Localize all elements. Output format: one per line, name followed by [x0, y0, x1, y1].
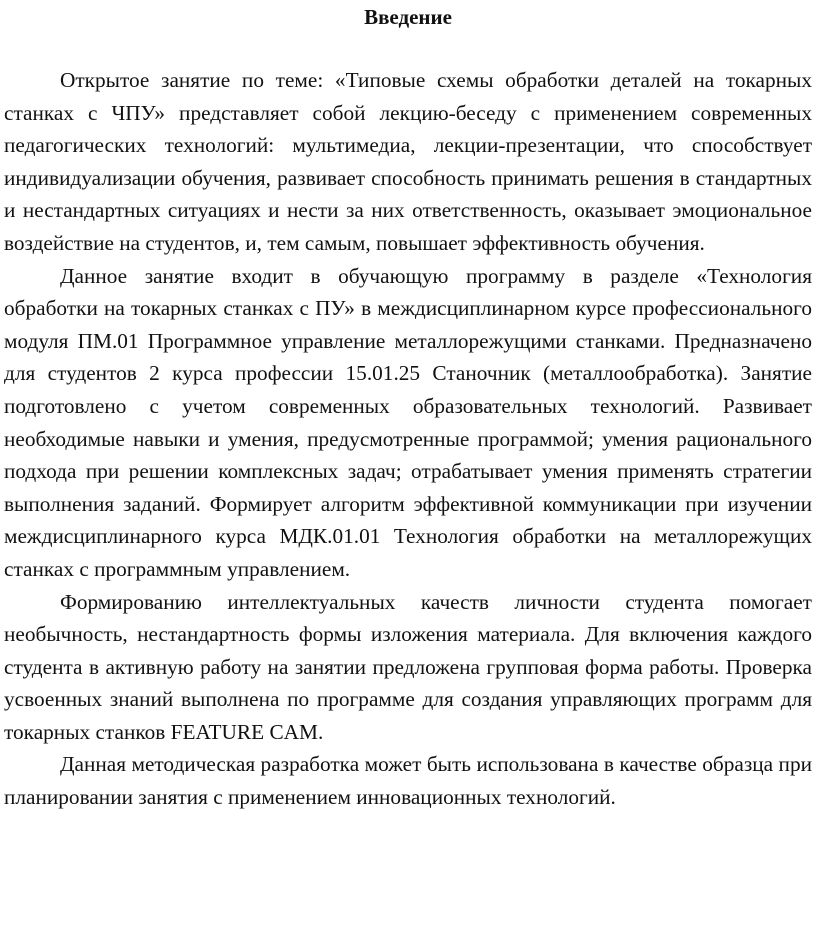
- paragraph-3: Формированию интеллектуальных качеств личности студента помогает необычность, нестандартность формы изложения материала. Для включения каждого студента в активную работу на занятии предложена групповая форма работы. Проверка усвоенных знаний выполнена по программе для создания управляющих программ для токарных станков FEATURE CAM.: [4, 589, 812, 744]
- document-title: Введение: [364, 5, 452, 29]
- paragraph-4: Данная методическая разработка может быть использована в качестве образца при планировании занятия с применением инновационных технологий.: [4, 752, 812, 810]
- paragraph-1: Открытое занятие по теме: «Типовые схемы обработки деталей на токарных станках с ЧПУ» представляет собой лекцию-беседу с применением современных педагогических технологий: мультимедиа, лекции-презентации, что способствует индивидуализации обучения, развивает способность принимать решения в стандартных и нестандартных ситуациях и нести за них ответственность, оказывает эмоциональное воздействие на студентов, и, тем самым, повышает эффективность обучения.: [4, 68, 812, 255]
- paragraph-2: Данное занятие входит в обучающую программу в разделе «Технология обработки на токарных станках с ПУ» в междисциплинарном курсе профессионального модуля ПМ.01 Программное управление металлорежущими станками. Предназначено для студентов 2 курса профессии 15.01.25 Станочник (металлообработка). Занятие подготовлено с учетом современных образовательных технологий. Развивает необходимые навыки и умения, предусмотренные программой; умения рационального подхода при решении комплексных задач; отрабатывает умения применять стратегии выполнения заданий. Формирует алгоритм эффективной коммуникации при изучении междисциплинарного курса МДК.01.01 Технология обработки на металлорежущих станках с программным управлением.: [4, 263, 812, 581]
